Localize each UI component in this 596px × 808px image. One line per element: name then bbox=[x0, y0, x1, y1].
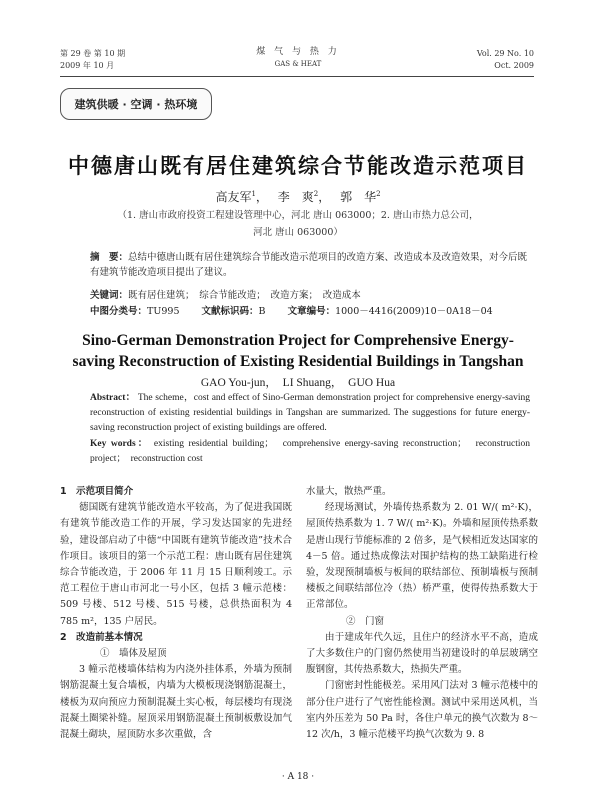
clc-label: 中图分类号： bbox=[90, 306, 148, 317]
article-no-value: 1000－4416(2009)10－0A18－04 bbox=[335, 306, 493, 317]
authors-en: GAO You-jun， LI Shuang， GUO Hua bbox=[200, 377, 396, 389]
body-paragraph: 由于建成年代久远，且住户的经济水平不高，造成了大多数住户的门窗仍然使用当初建设时的单层玻璃空腹钢窗，其传热系数大，热损失严重。 bbox=[306, 631, 538, 676]
abstract-en-label: Abstract： bbox=[90, 393, 136, 403]
keywords-en bbox=[90, 437, 530, 467]
volume-issue: 第 29 卷 第 10 期 bbox=[60, 49, 126, 58]
journal-name-en: GAS & HEAT bbox=[274, 60, 322, 68]
page-number: · A 18 · bbox=[281, 772, 315, 782]
paper-title-en-line-1: Sino-German Demonstration Project for Comprehensive Energy- bbox=[82, 332, 514, 349]
subsection-heading-wall-roof: ① 墙体及屋顶 bbox=[100, 648, 167, 660]
section-tag: 建筑供暖 · 空调 · 热环境 bbox=[60, 88, 212, 120]
section-heading-1: 1 示范项目简介 bbox=[60, 486, 134, 497]
author-name: 高友军 bbox=[215, 190, 252, 204]
body-paragraph: 经现场测试，外墙传热系数为 2. 01 W/( m²·K)，屋顶传热系数为 1. 7 W/( m²·K)。外墙和屋顶传热系数是唐山现行节能标准的 2 倍多，是气候相近发达国家的 4－5 倍。通过热成像法对围护结构的热工缺陷进行检验，发现预制墙板与板间的联结部位、预制墙板与预制楼板之间联结部位冷（热）桥严重，使得传热系数大于正常部位。 bbox=[306, 502, 538, 611]
header-divider bbox=[60, 76, 534, 77]
abstract-cn-text: 总结中德唐山既有居住建筑综合节能改造示范项目的改造方案、改造成本及改造效果，对今后既有建筑节能改造项目提出了建议。 bbox=[90, 252, 528, 278]
volume-issue-en: Vol. 29 No. 10 bbox=[476, 49, 534, 58]
affiliation-line-1: （1. 唐山市政府投资工程建设管理中心，河北 唐山 063000；2. 唐山市热力总公司， bbox=[117, 210, 479, 221]
article-no-label: 文章编号： bbox=[287, 306, 336, 317]
author-affil-mark: 2 bbox=[376, 190, 381, 198]
paper-title-en bbox=[60, 330, 536, 372]
doc-code-label: 文献标识码： bbox=[201, 306, 259, 317]
abstract-cn bbox=[90, 250, 530, 280]
author-name: 李 爽 bbox=[277, 190, 314, 204]
section-heading-2: 2 改造前基本情况 bbox=[60, 631, 143, 643]
journal-name-cn: 煤 气 与 热 力 bbox=[256, 47, 340, 57]
paper-title-en-line-2: saving Reconstruction of Existing Residential Buildings in Tangshan bbox=[72, 353, 524, 370]
author-affil-mark: 2 bbox=[313, 190, 319, 198]
publication-date: 2009 年 10 月 bbox=[60, 61, 115, 70]
body-paragraph: 德国既有建筑节能改造水平较高，为了促进我国既有建筑节能改造工作的开展，学习发达国家的先进经验，建设部启动了中德“中国既有建筑节能改造”技术合作项目。该项目的第一个示范工程：唐山既有居住建筑综合节能改造，于 2006 年 11 月 15 日顺利竣工。示范工程位于唐山市河北一号小区，包括 3 幢示范楼：509 号楼、512 号楼、515 号楼，总供热面积为 4 785 m²，135 户居民。 bbox=[60, 502, 292, 627]
paper-title-cn: 中德唐山既有居住建筑综合节能改造示范项目 bbox=[68, 153, 528, 178]
author-affil-mark: 1 bbox=[251, 190, 256, 198]
author-name: 郭 华 bbox=[340, 190, 377, 204]
body-paragraph: 门窗密封性能极差。采用风门法对 3 幢示范楼中的部分住户进行了气密性能检测。测试中采用送风机，当室内外压差为 50 Pa 时，各住户单元的换气次数为 8～12 次/h，3 幢示范楼平均换气次数为 9. 8 bbox=[306, 680, 538, 741]
abstract-cn-label: 摘 要： bbox=[90, 252, 129, 263]
publication-date-en: Oct. 2009 bbox=[494, 61, 534, 70]
keywords-cn-text: 既有居住建筑； 综合节能改造； 改造方案； 改造成本 bbox=[128, 290, 361, 301]
keywords-cn bbox=[90, 288, 530, 303]
clc-value: TU995 bbox=[147, 306, 180, 317]
body-column-right bbox=[306, 484, 538, 743]
doc-code-value: B bbox=[258, 306, 266, 317]
classification-line bbox=[90, 304, 530, 319]
keywords-cn-label: 关键词： bbox=[90, 290, 129, 301]
running-header-right bbox=[477, 48, 534, 72]
body-column-left bbox=[60, 484, 292, 743]
affiliation-line-2: 河北 唐山 063000） bbox=[253, 227, 343, 238]
body-paragraph-continued: 水量大，散热严重。 bbox=[306, 486, 392, 497]
abstract-en bbox=[90, 391, 530, 436]
abstract-en-text: The scheme，cost and effect of Sino-German demonstration project for comprehensive energy-saving reconstruction of existing residential buildings in Tangshan are summarized. The suggestions for future energy-saving reconstruction project of existing buildings are offered. bbox=[90, 393, 530, 433]
keywords-en-text: existing residential building； comprehensive energy-saving reconstruction； reconstruction project； reconstruction cost bbox=[90, 439, 531, 464]
subsection-heading-doors-windows: ② 门窗 bbox=[346, 615, 385, 627]
authors-cn: 高友军$^1$， 李 爽$^2$， 郭 华$^2$ bbox=[215, 190, 381, 204]
body-paragraph: 3 幢示范楼墙体结构为内浇外挂体系，外墙为预制钢筋混凝土复合墙板，内墙为大模板现浇钢筋混凝土，楼板为双向预应力预制混凝土实心板，每层楼均有现浇混凝土圈梁补缝。屋顶采用钢筋混凝土预制板敷设加气混凝土砌块，屋顶防水多次重做，含 bbox=[60, 664, 292, 741]
keywords-en-label: Key words： bbox=[90, 439, 150, 449]
